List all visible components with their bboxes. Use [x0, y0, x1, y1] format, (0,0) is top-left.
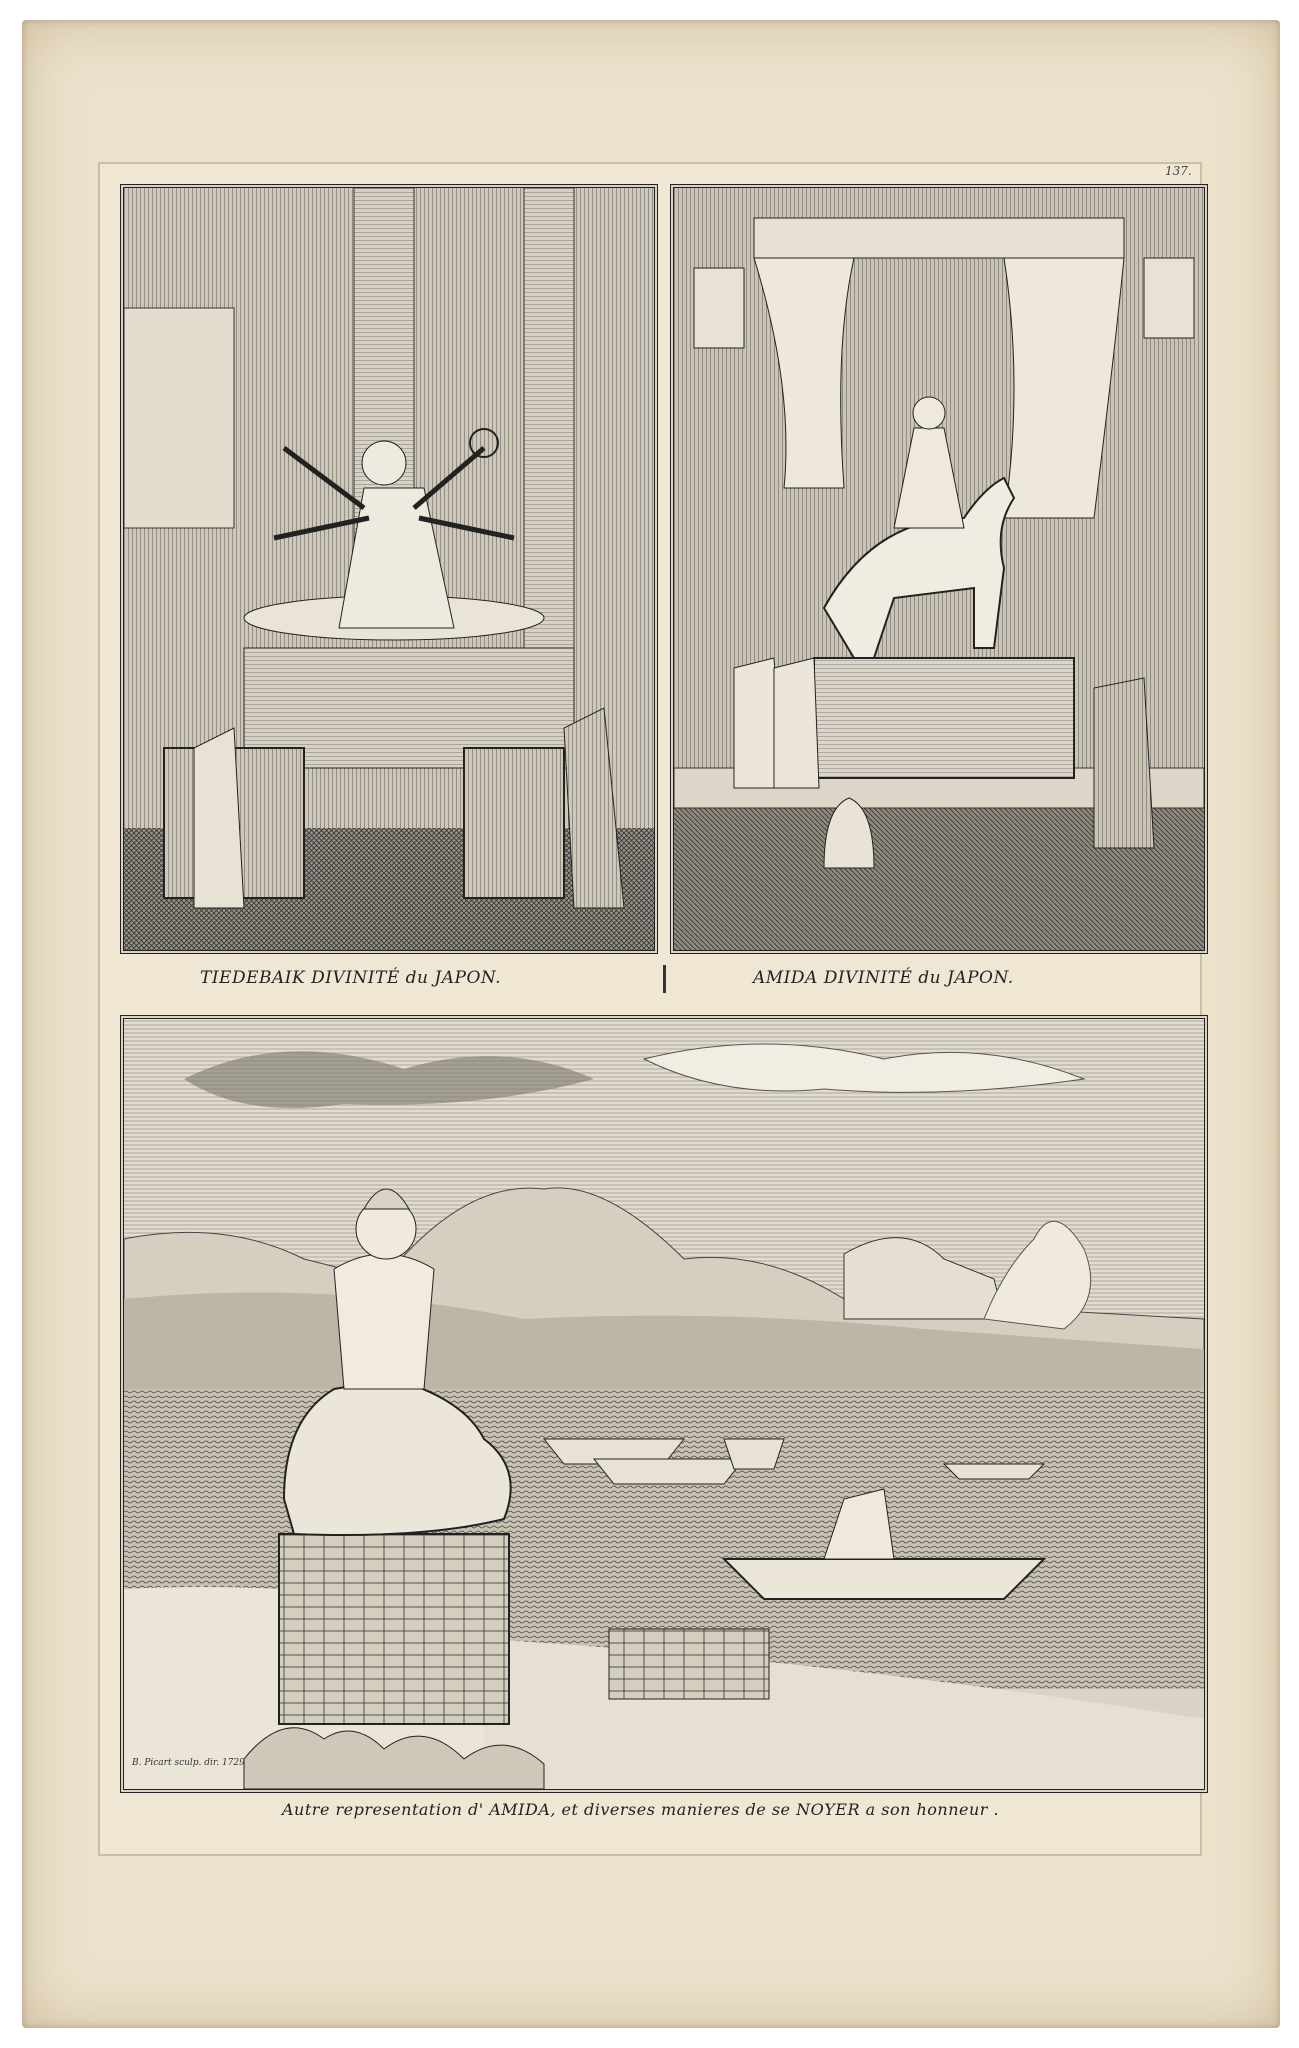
engraving-tiedebaik: [120, 184, 658, 954]
amida-sea-illustration: [124, 1019, 1204, 1789]
caption-part-3: a son honneur .: [865, 1800, 1000, 1819]
tiedebaik-illustration: [124, 188, 654, 950]
caption-tiedebaik: TIEDEBAIK DIVINITÉ du JAPON.: [200, 968, 502, 988]
caption-amida-sea: [282, 1800, 999, 1819]
caption-part-2: , et diverses manieres de se: [550, 1800, 791, 1819]
engraving-amida-sea: [120, 1015, 1208, 1793]
page-number: 137.: [1165, 164, 1192, 178]
caption-divider: [663, 965, 666, 993]
caption-name: AMIDA: [489, 1800, 551, 1819]
caption-amida: AMIDA DIVINITÉ du JAPON.: [753, 968, 1014, 988]
caption-part-1: Autre representation d': [282, 1800, 484, 1819]
caption-verb: NOYER: [796, 1800, 861, 1819]
engraving-amida-horse: [670, 184, 1208, 954]
amida-horse-illustration: [674, 188, 1204, 950]
engraver-signature: B. Picart sculp. dir. 1729: [132, 1758, 245, 1768]
